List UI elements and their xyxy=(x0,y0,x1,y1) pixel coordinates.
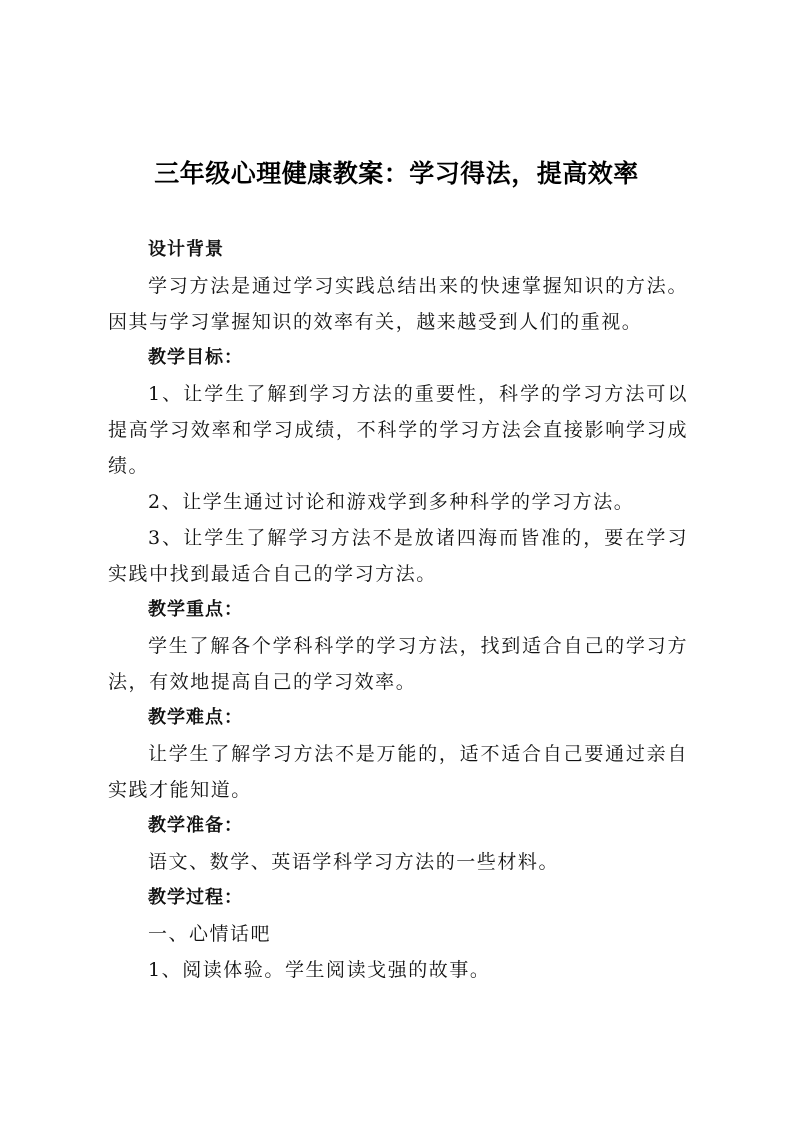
document-body xyxy=(108,232,688,988)
document-title: 三年级心理健康教案：学习得法，提高效率 xyxy=(154,159,639,188)
section-heading-preparation: 教学准备： xyxy=(148,815,243,836)
paragraph-part-one-step-1: 1、阅读体验。学生阅读戈强的故事。 xyxy=(148,959,491,981)
paragraph-goal-1: 1、让学生了解到学习方法的重要性，科学的学习方法可以提高学习效率和学习成绩，不科学的学习方法会直接影响学习成绩。 xyxy=(108,383,688,477)
paragraph-goal-3: 3、让学生了解学习方法不是放诸四海而皆准的，要在学习实践中找到最适合自己的学习方法。 xyxy=(108,527,688,585)
paragraph-difficulties: 让学生了解学习方法不是万能的，适不适合自己要通过亲自实践才能知道。 xyxy=(108,743,688,801)
section-heading-process: 教学过程： xyxy=(148,887,243,908)
paragraph-preparation: 语文、数学、英语学科学习方法的一些材料。 xyxy=(148,851,560,873)
section-heading-goals: 教学目标： xyxy=(148,347,243,368)
section-heading-difficulties: 教学难点： xyxy=(148,707,243,728)
section-heading-key-points: 教学重点： xyxy=(148,599,243,620)
paragraph-goal-2: 2、让学生通过讨论和游戏学到多种科学的学习方法。 xyxy=(148,491,635,513)
subsection-heading-part-one: 一、心情话吧 xyxy=(148,923,272,945)
paragraph-background: 学习方法是通过学习实践总结出来的快速掌握知识的方法。因其与学习掌握知识的效率有关，越来越受到人们的重视。 xyxy=(108,275,688,333)
paragraph-key-points: 学生了解各个学科科学的学习方法，找到适合自己的学习方法，有效地提高自己的学习效率。 xyxy=(108,635,688,693)
section-heading-background: 设计背景 xyxy=(148,239,224,260)
